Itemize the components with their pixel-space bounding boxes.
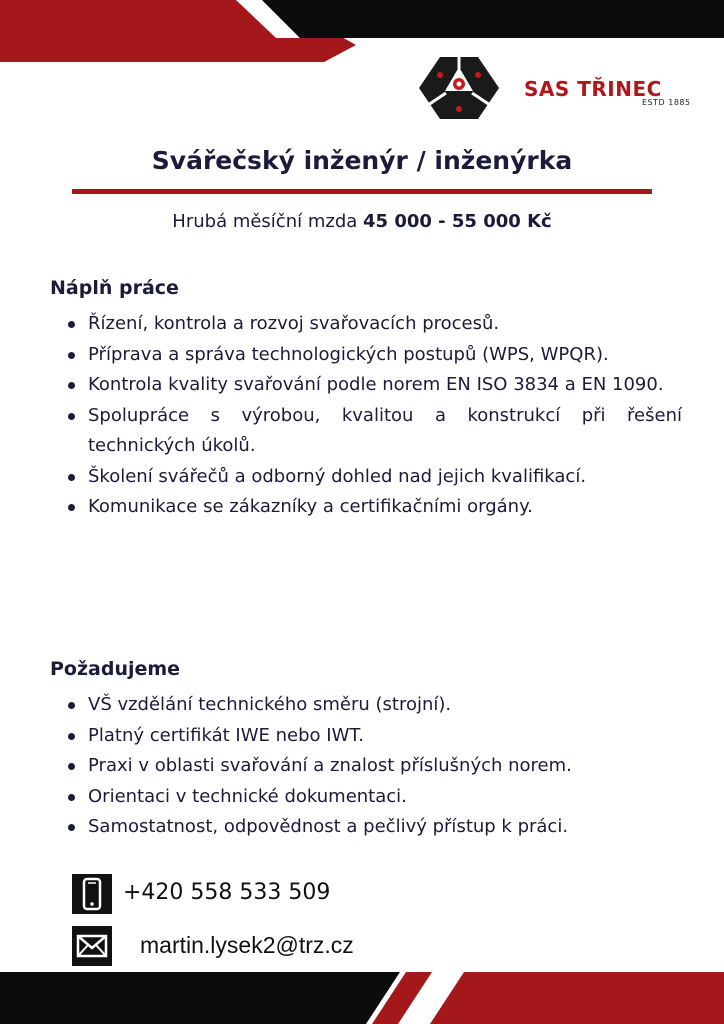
requirements-heading: Požadujeme [50, 658, 181, 680]
top-black-stripe [262, 0, 724, 38]
list-item: Kontrola kvality svařování podle norem EN ISO 3834 a EN 1090. [88, 370, 682, 401]
salary-label: Hrubá měsíční mzda [172, 211, 358, 232]
duties-heading: Náplň práce [50, 277, 179, 299]
brand-established: ESTD 1885 [642, 98, 691, 107]
title-divider [72, 189, 652, 194]
bottom-decorative-band [0, 972, 724, 1024]
contact-phone[interactable]: +420 558 533 509 [123, 880, 331, 905]
bottom-black-stripe [0, 972, 400, 1024]
list-item: VŠ vzdělání technického směru (strojní). [88, 690, 682, 721]
list-item: Platný certifikát IWE nebo IWT. [88, 721, 682, 752]
bottom-red-stripe-right [430, 972, 724, 1024]
list-item: Řízení, kontrola a rozvoj svařovacích procesů. [88, 309, 682, 340]
list-item: Orientaci v technické dokumentaci. [88, 782, 682, 813]
list-item: Školení svářečů a odborný dohled nad jejich kvalifikací. [88, 462, 682, 493]
list-item: Příprava a správa technologických postupů (WPS, WPQR). [88, 340, 682, 371]
company-logo-icon [418, 55, 500, 121]
top-decorative-band [0, 0, 724, 64]
list-item: Spolupráce s výrobou, kvalitou a konstrukcí při řešení technických úkolů. [88, 401, 682, 462]
list-item: Samostatnost, odpovědnost a pečlivý přístup k práci. [88, 812, 682, 843]
mobile-phone-icon [72, 874, 112, 914]
contact-email[interactable]: martin.lysek2@trz.cz [140, 932, 354, 958]
brand-name: SAS TŘINEC [524, 77, 662, 101]
requirements-list [88, 690, 682, 843]
page-title: Svářečský inženýr / inženýrka [151, 146, 573, 175]
duties-list [88, 309, 682, 523]
list-item: Praxi v oblasti svařování a znalost příslušných norem. [88, 751, 682, 782]
envelope-icon [72, 926, 112, 966]
salary-amount: 45 000 - 55 000 Kč [363, 211, 552, 232]
list-item: Komunikace se zákazníky a certifikačními orgány. [88, 492, 682, 523]
salary-line [0, 211, 724, 232]
